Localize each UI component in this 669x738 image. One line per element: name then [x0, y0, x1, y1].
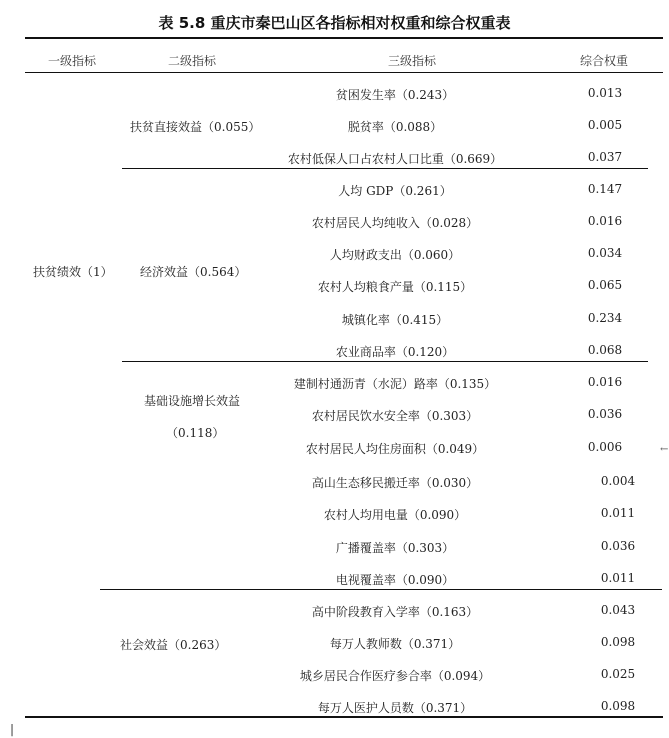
table-row-indicator: 建制村通沥青（水泥）路率（0.135） — [293, 377, 497, 391]
table-row-weight: 0.011 — [600, 506, 636, 520]
table-row-indicator: 高中阶段教育入学率（0.163） — [311, 605, 479, 619]
table-row-weight: 0.011 — [600, 571, 636, 585]
table-row-indicator: 人均 GDP（0.261） — [338, 184, 452, 198]
table-row-weight: 0.005 — [587, 118, 623, 132]
table-row-weight: 0.065 — [587, 278, 623, 292]
table-row-indicator: 农村居民饮水安全率（0.303） — [311, 409, 479, 423]
bottom-rule — [25, 716, 663, 718]
table-row-weight: 0.234 — [587, 311, 623, 325]
table-row-indicator: 贫困发生率（0.243） — [335, 88, 455, 102]
header-level2: 二级指标 — [168, 54, 217, 68]
table-row-weight: 0.004 — [600, 474, 636, 488]
group-label-infra-line1: 基础设施增长效益 — [144, 394, 241, 408]
table-row-weight: 0.098 — [600, 699, 636, 713]
table-row-weight: 0.013 — [587, 86, 623, 100]
table-row-indicator: 农村居民人均纯收入（0.028） — [311, 216, 479, 230]
table-row-weight: 0.034 — [587, 246, 623, 260]
table-row-indicator: 农村人均用电量（0.090） — [323, 508, 467, 522]
table-row-weight: 0.036 — [587, 407, 623, 421]
table-row-weight: 0.016 — [587, 214, 623, 228]
header-rule — [25, 72, 663, 73]
group-rule-2 — [122, 361, 648, 362]
level1-label: 扶贫绩效（1） — [33, 265, 113, 279]
table-row-indicator: 农业商品率（0.120） — [335, 345, 455, 359]
table-row-indicator: 人均财政支出（0.060） — [329, 248, 461, 262]
table-row-weight: 0.037 — [587, 150, 623, 164]
table-row-indicator: 每万人教师数（0.371） — [329, 637, 461, 651]
header-weight: 综合权重 — [580, 54, 629, 68]
header-level3: 三级指标 — [388, 54, 437, 68]
table-row-weight: 0.025 — [600, 667, 636, 681]
table-row-indicator: 农村人均粮食产量（0.115） — [317, 280, 473, 294]
group-rule-1 — [122, 168, 648, 169]
group-label-direct: 扶贫直接效益（0.055） — [130, 120, 261, 134]
group-label-economic: 经济效益（0.564） — [140, 265, 247, 279]
table-row-indicator: 农村居民人均住房面积（0.049） — [305, 442, 485, 456]
table-row-weight: 0.098 — [600, 635, 636, 649]
group-rule-3 — [100, 589, 662, 590]
table-row-weight: 0.036 — [600, 539, 636, 553]
table-row-weight: 0.006 — [587, 440, 623, 454]
top-rule — [25, 37, 663, 39]
table-row-indicator: 城乡居民合作医疗参合率（0.094） — [299, 669, 491, 683]
side-arrow-icon: ← — [660, 444, 669, 455]
group-label-social: 社会效益（0.263） — [120, 638, 227, 652]
table-row-indicator: 农村低保人口占农村人口比重（0.669） — [287, 152, 503, 166]
table-row-weight: 0.068 — [587, 343, 623, 357]
table-title: 表 5.8 重庆市秦巴山区各指标相对权重和综合权重表 — [158, 14, 511, 32]
table-row-weight: 0.016 — [587, 375, 623, 389]
table-row-indicator: 每万人医护人员数（0.371） — [317, 701, 473, 715]
table-row-weight: 0.043 — [600, 603, 636, 617]
table-row-indicator: 脱贫率（0.088） — [347, 120, 443, 134]
table-row-indicator: 高山生态移民搬迁率（0.030） — [311, 476, 479, 490]
table-row-weight: 0.147 — [587, 182, 623, 196]
cursor-mark-icon: | — [10, 722, 15, 736]
header-level1: 一级指标 — [48, 54, 97, 68]
table-row-indicator: 电视覆盖率（0.090） — [335, 573, 455, 587]
group-label-infra-line2: （0.118） — [166, 426, 225, 440]
table-row-indicator: 广播覆盖率（0.303） — [335, 541, 455, 555]
table-row-indicator: 城镇化率（0.415） — [341, 313, 449, 327]
